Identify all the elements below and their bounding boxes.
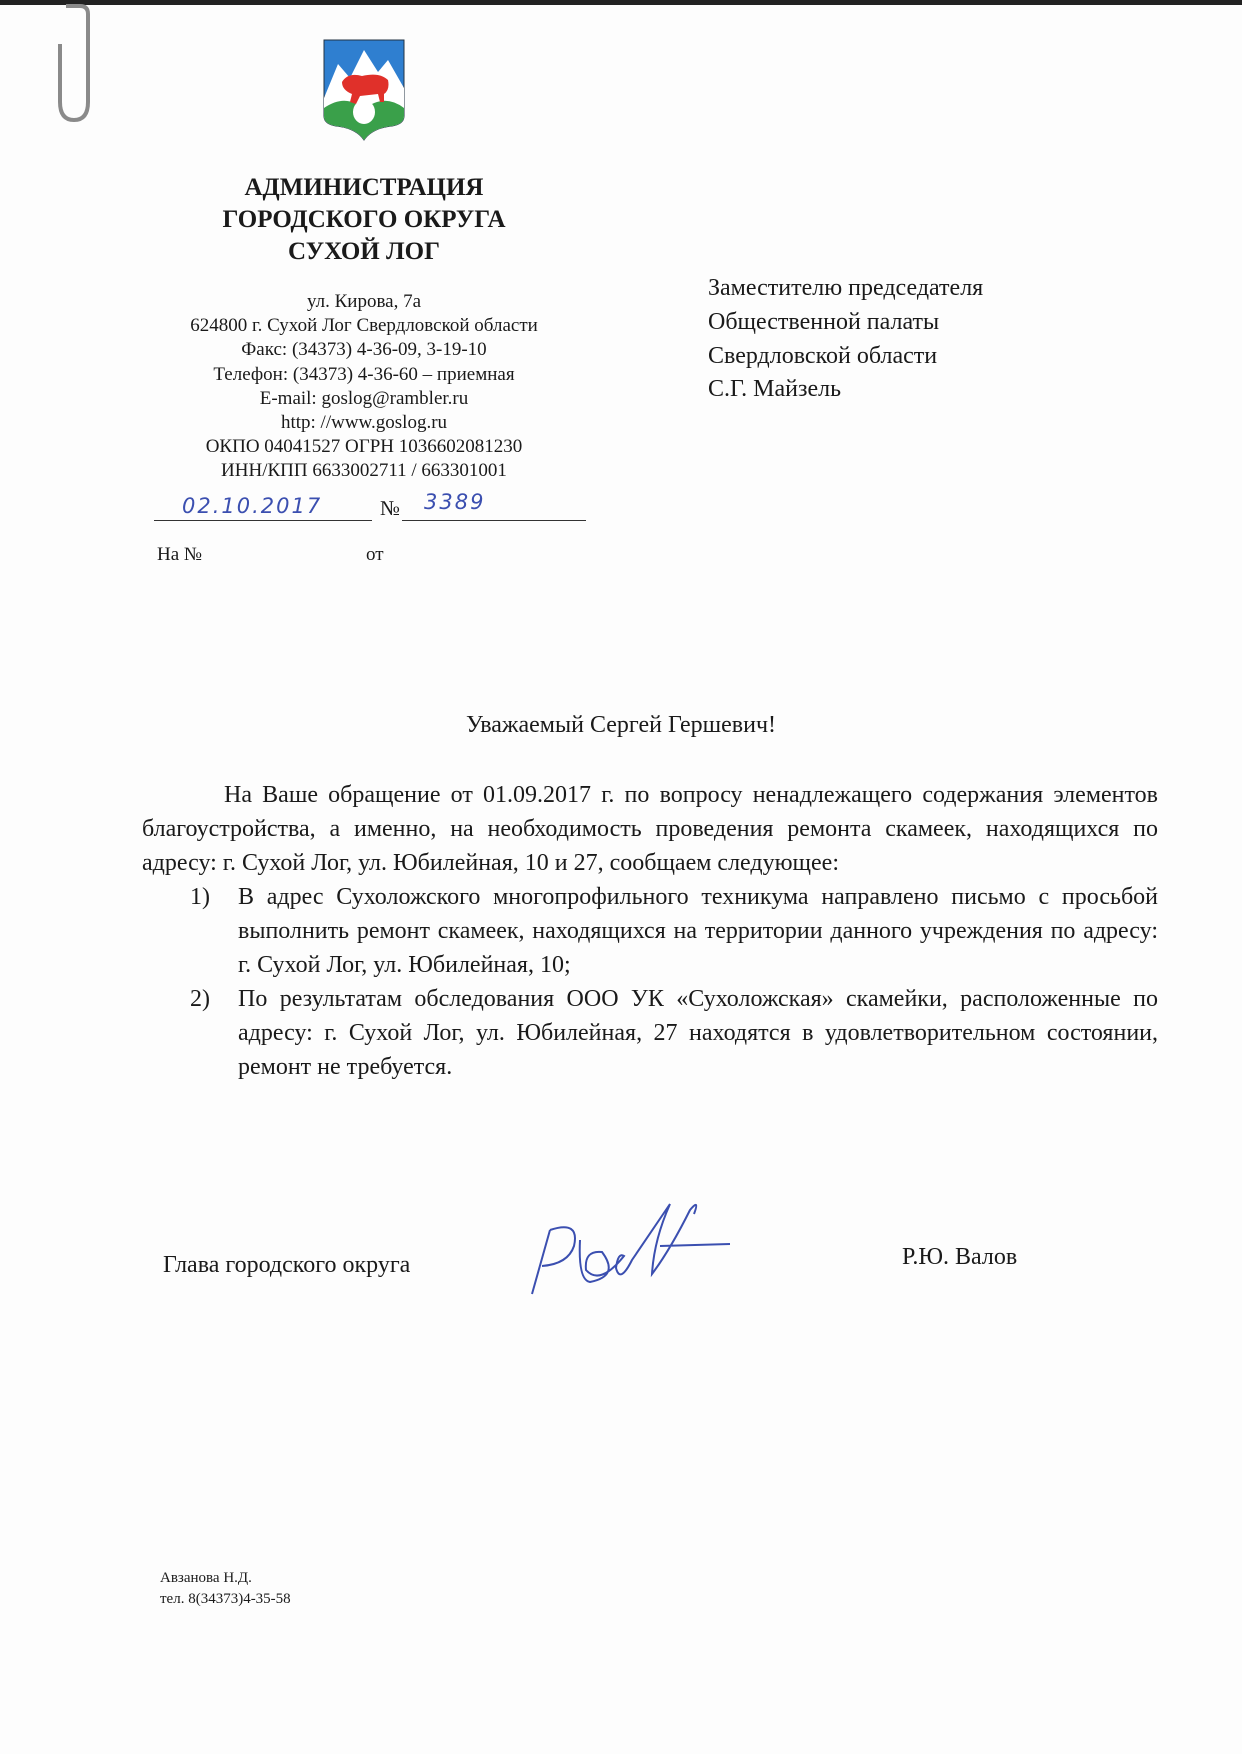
number-label: №: [380, 496, 401, 520]
handwritten-signature: [520, 1190, 740, 1300]
address-line: 624800 г. Сухой Лог Свердловской области: [190, 315, 538, 337]
address-line: Факс: (34373) 4-36-09, 3-19-10: [241, 339, 487, 361]
addressee-line: С.Г. Майзель: [708, 376, 842, 403]
scan-edge: [0, 0, 1242, 5]
signatory-name: Р.Ю. Валов: [902, 1244, 1018, 1270]
addressee-line: Свердловской области: [708, 342, 938, 369]
org-line: АДМИНИСТРАЦИЯ: [244, 174, 484, 201]
executor-name: Авзанова Н.Д.: [160, 1570, 252, 1586]
paper-clip-icon: [52, 2, 98, 126]
list-text: В адрес Сухоложского многопрофильного техникума направлено письмо с просьбой выполнить ремонт скамеек, находящихся на территории данного учреждения по адресу: г. Сухой Лог, ул. Юбилейная, 10;: [238, 884, 1158, 978]
handwritten-date: 02.10.2017: [182, 494, 323, 518]
executor-info: [160, 1568, 291, 1610]
address-line: ИНН/КПП 6633002711 / 663301001: [221, 460, 507, 482]
letter-body: [142, 778, 1158, 1084]
list-number: 1): [190, 884, 210, 910]
reply-from-label: от: [366, 544, 384, 565]
list-number: 2): [190, 986, 210, 1012]
address-line: Телефон: (34373) 4-36-60 – приемная: [213, 363, 515, 385]
signatory-title: Глава городского округа: [163, 1252, 411, 1278]
handwritten-number: 3389: [424, 490, 486, 514]
address-line: E-mail: goslog@rambler.ru: [259, 387, 469, 409]
organization-name: [184, 172, 544, 268]
list-item: [142, 982, 1158, 1084]
addressee-line: Заместителю председателя: [708, 275, 984, 301]
coat-of-arms-icon: [322, 38, 406, 142]
address-line: http: //www.goslog.ru: [280, 412, 448, 434]
org-line: ГОРОДСКОГО ОКРУГА: [222, 206, 506, 233]
address-line: ОКПО 04041527 ОГРН 1036602081230: [205, 436, 523, 458]
intro-paragraph: На Ваше обращение от 01.09.2017 г. по вопросу ненадлежащего содержания элементов благоустройства, а именно, на необходимость проведения ремонта скамеек, находящихся по адресу: г. Сухой Лог, ул. Юбилейная, 10 и 27, сообщаем следующее:: [142, 782, 1158, 876]
address-line: ул. Кирова, 7а: [306, 291, 422, 312]
greeting: Уважаемый Сергей Гершевич!: [465, 712, 777, 738]
list-text: По результатам обследования ООО УК «Сухоложская» скамейки, расположенные по адресу: г. Сухой Лог, ул. Юбилейная, 27 находятся в удовлетворительном состоянии, ремонт не требуется.: [238, 986, 1158, 1080]
org-line: СУХОЙ ЛОГ: [288, 238, 440, 265]
addressee-line: Общественной палаты: [708, 308, 940, 335]
organization-address: [134, 290, 594, 484]
response-list: [142, 880, 1158, 1084]
addressee-block: [708, 272, 983, 407]
executor-phone: тел. 8(34373)4-35-58: [160, 1591, 291, 1607]
reply-number-label: На №: [157, 544, 203, 565]
list-item: [142, 880, 1158, 982]
